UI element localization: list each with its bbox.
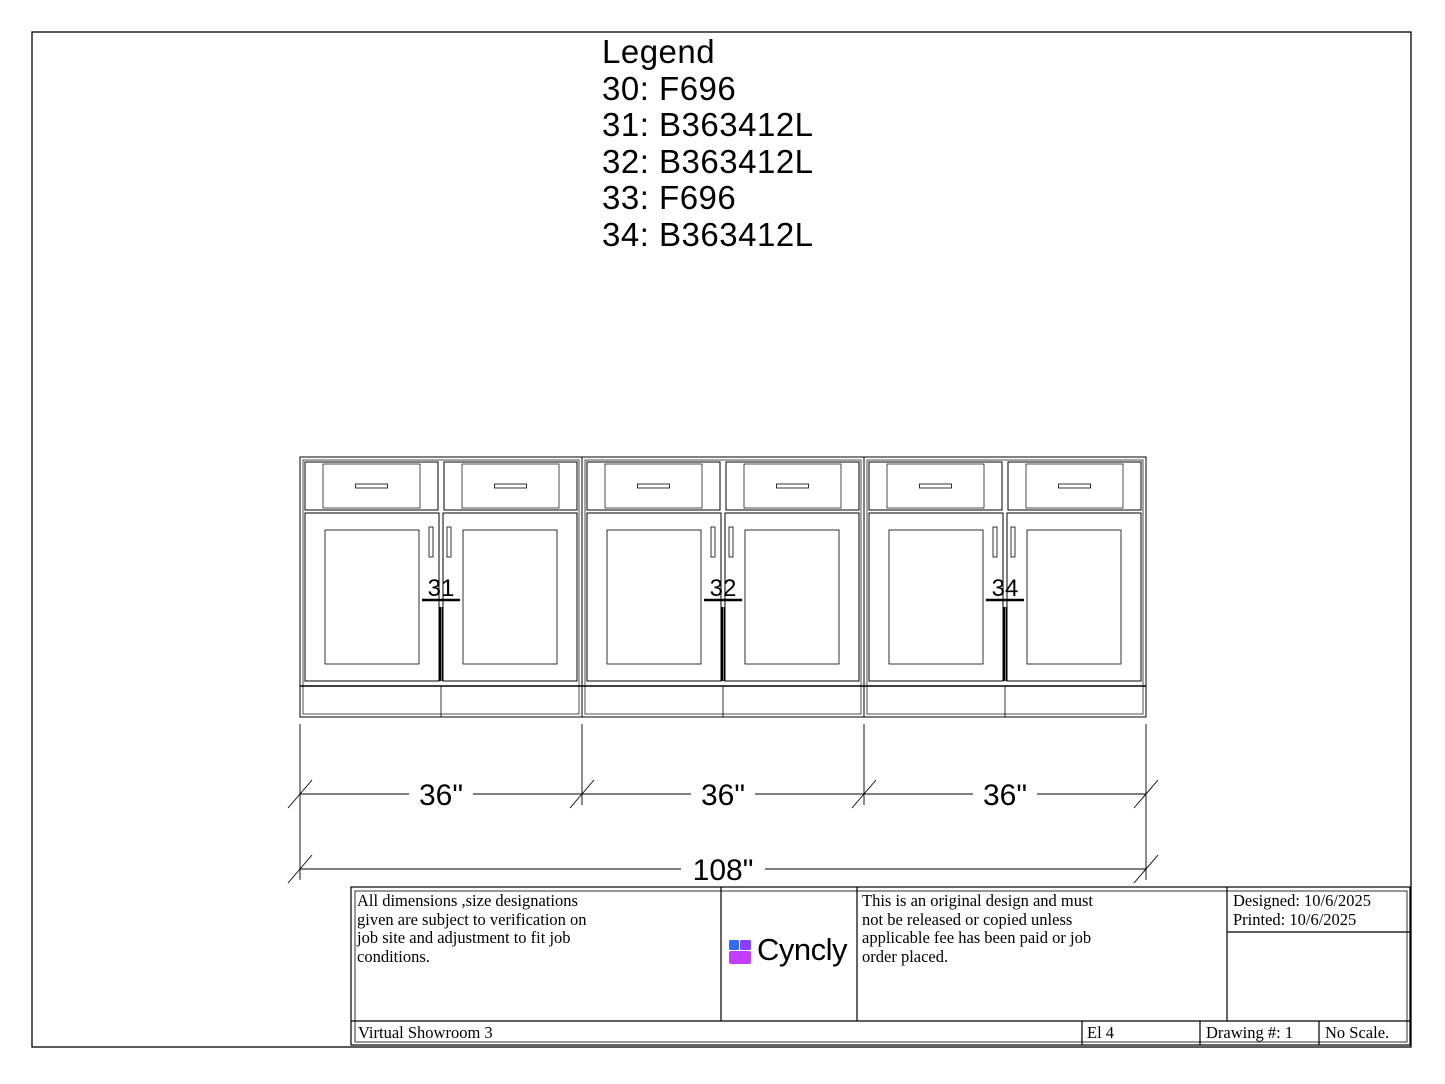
overall-dimension-label: 108" bbox=[692, 854, 754, 887]
copyright-line: applicable fee has been paid or job bbox=[862, 928, 1092, 947]
copyright-line: not be released or copied unless bbox=[862, 909, 1073, 929]
drawer-panel bbox=[744, 464, 841, 508]
scale-label: No Scale. bbox=[1325, 1023, 1390, 1042]
legend bbox=[602, 34, 814, 254]
drawer-front bbox=[726, 462, 859, 510]
disclaimer-line: conditions. bbox=[357, 946, 430, 966]
logo-text: Cyncly bbox=[757, 932, 848, 967]
legend-item: 34: B363412L bbox=[602, 215, 814, 253]
copyright-line: This is an original design and must bbox=[862, 891, 1093, 910]
door-pull bbox=[447, 527, 451, 557]
dimension-label: 36" bbox=[418, 779, 464, 812]
disclaimer-text bbox=[357, 892, 587, 966]
drawer-front bbox=[1008, 462, 1141, 510]
copyright-text bbox=[862, 892, 1093, 966]
drawer-front bbox=[444, 462, 577, 510]
cyncly-logo bbox=[752, 932, 847, 968]
drawer-panel bbox=[323, 464, 420, 508]
door-pull bbox=[1011, 527, 1015, 557]
legend-title: Legend bbox=[602, 33, 716, 70]
drawer-front bbox=[587, 462, 720, 510]
cabinet-label: 32 bbox=[709, 575, 737, 602]
drawer-pull bbox=[638, 484, 670, 488]
cabinet-label: 34 bbox=[991, 575, 1019, 602]
drawer-pull bbox=[920, 484, 952, 488]
cabinet-run bbox=[300, 457, 1146, 717]
disclaimer-line: job site and adjustment to fit job bbox=[357, 928, 571, 947]
legend-item: 30: F696 bbox=[602, 69, 737, 107]
disclaimer-line: All dimensions ,size designations bbox=[357, 891, 578, 910]
door-pull bbox=[729, 527, 733, 557]
printed-date: Printed: 10/6/2025 bbox=[1233, 909, 1357, 929]
drawer-front bbox=[869, 462, 1002, 510]
copyright-line: order placed. bbox=[862, 946, 949, 966]
door-panel bbox=[463, 530, 557, 664]
cyncly-logo-icon bbox=[729, 940, 751, 964]
door-pull bbox=[429, 527, 433, 557]
door-panel bbox=[1027, 530, 1121, 664]
designed-date: Designed: 10/6/2025 bbox=[1233, 891, 1371, 910]
door-pull bbox=[711, 527, 715, 557]
dimension-lines bbox=[288, 724, 1158, 887]
disclaimer-line: given are subject to verification on bbox=[357, 909, 587, 929]
drawer-panel bbox=[1026, 464, 1123, 508]
drawing-number: Drawing #: 1 bbox=[1206, 1023, 1294, 1042]
legend-item: 32: B363412L bbox=[602, 142, 814, 180]
project-name: Virtual Showroom 3 bbox=[358, 1023, 493, 1042]
door-pull bbox=[993, 527, 997, 557]
legend-item: 33: F696 bbox=[602, 179, 737, 217]
dates-block bbox=[1233, 892, 1371, 929]
door-panel bbox=[325, 530, 419, 664]
drawer-pull bbox=[1059, 484, 1091, 488]
cabinet-label: 31 bbox=[427, 575, 455, 602]
drawer-pull bbox=[356, 484, 388, 488]
drawer-front bbox=[305, 462, 438, 510]
cabinet-31 bbox=[300, 457, 582, 717]
dimension-label: 36" bbox=[700, 779, 746, 812]
legend-item: 31: B363412L bbox=[602, 106, 814, 144]
drawer-panel bbox=[887, 464, 984, 508]
drawer-panel bbox=[605, 464, 702, 508]
cabinet-32 bbox=[582, 457, 864, 717]
dimension-label: 36" bbox=[982, 779, 1028, 812]
drawer-panel bbox=[462, 464, 559, 508]
drawer-pull bbox=[777, 484, 809, 488]
door-panel bbox=[889, 530, 983, 664]
drawer-pull bbox=[495, 484, 527, 488]
cabinet-34 bbox=[864, 457, 1146, 717]
elevation-label: El 4 bbox=[1087, 1023, 1115, 1042]
door-panel bbox=[607, 530, 701, 664]
door-panel bbox=[745, 530, 839, 664]
